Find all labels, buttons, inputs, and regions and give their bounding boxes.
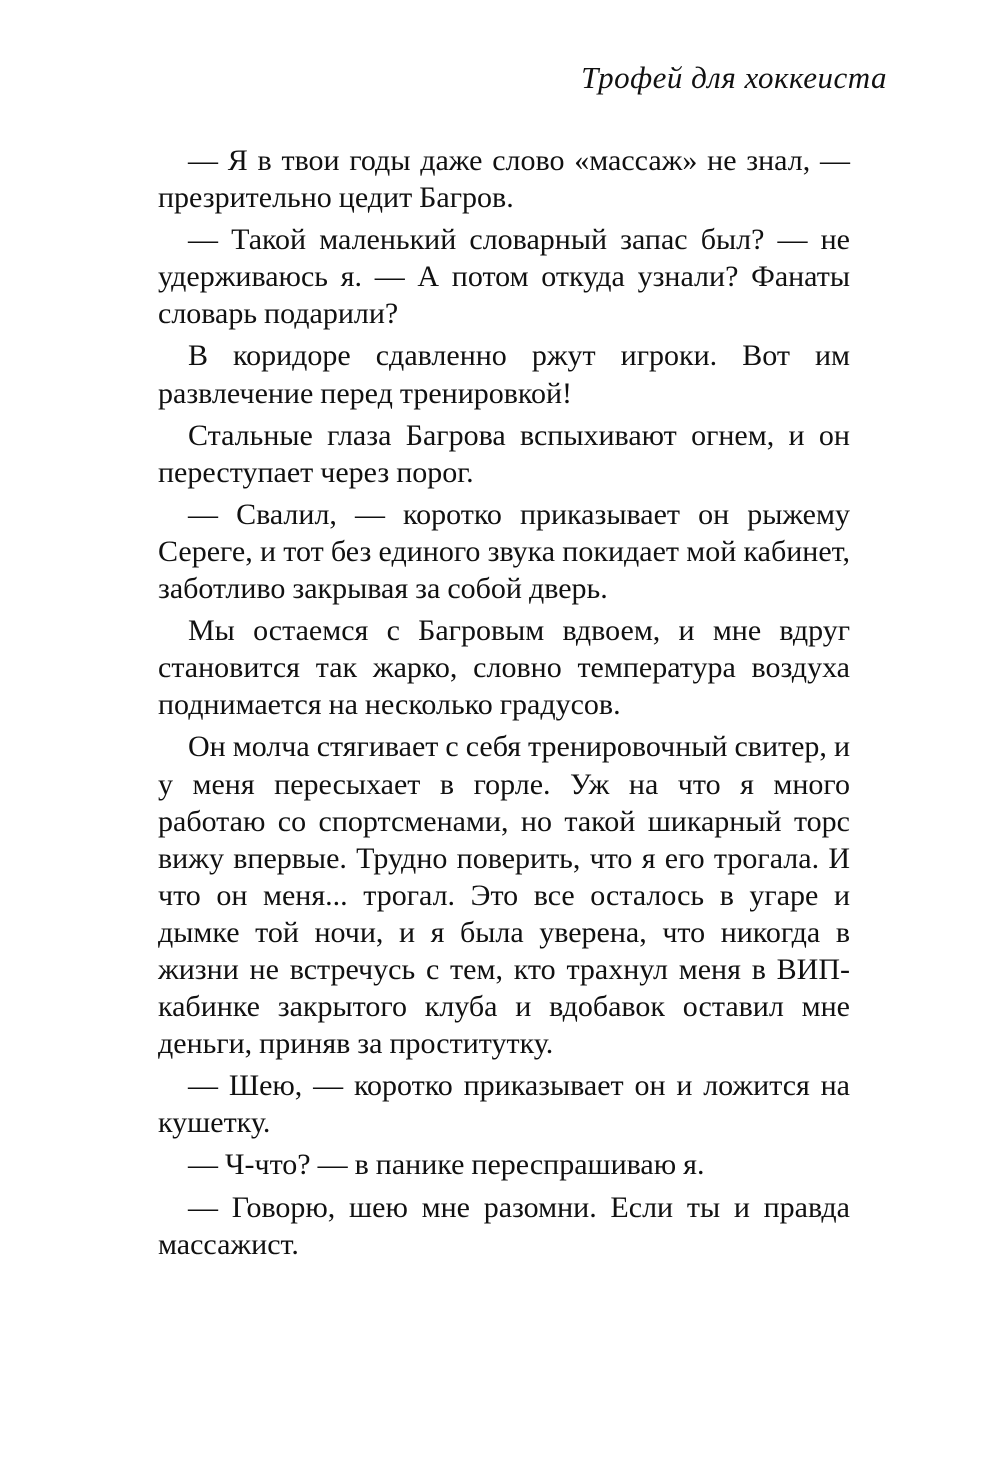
paragraph: Мы остаемся с Багровым вдвоем, и мне вдруг становится так жарко, словно температура воздуха поднимается на несколько градусов. [158,614,850,722]
paragraph: — Такой маленький словарный запас был? — не удерживаюсь я. — А потом откуда узнали? Фанаты словарь подарили? [158,223,850,331]
paragraph: — Ч-что? — в панике переспрашиваю я. [188,1148,705,1182]
running-header: Трофей для хоккеиста [581,60,887,95]
paragraph: Он молча стягивает с себя тренировочный свитер, и у меня пересыхает в горле. Уж на что я много работаю со спортсменами, но такой шикарный торс вижу впервые. Трудно поверить, что я его трогала. И что он меня... трогал. Это все осталось в угаре и дымке той ночи, и я была уверена, что никогда в жизни не встречусь с тем, кто трахнул меня в ВИП-кабинке закрытого клуба и вдобавок оставил мне деньги, приняв за проститутку. [158,730,850,1061]
paragraph: — Свалил, — коротко приказывает он рыжему Сереге, и тот без единого звука покидает мой кабинет, заботливо закрывая за собой дверь. [158,497,850,606]
body-text [158,142,850,1268]
paragraph: В коридоре сдавленно ржут игроки. Вот им развлечение перед тренировкой! [158,339,850,410]
paragraph: — Я в твои годы даже слово «массаж» не знал, — презрительно цедит Багров. [158,144,850,215]
paragraph: — Говорю, шею мне разомни. Если ты и правда массажист. [158,1190,850,1261]
paragraph: Стальные глаза Багрова вспыхивают огнем, и он переступает через порог. [158,418,850,489]
paragraph: — Шею, — коротко приказывает он и ложится на кушетку. [158,1069,850,1140]
